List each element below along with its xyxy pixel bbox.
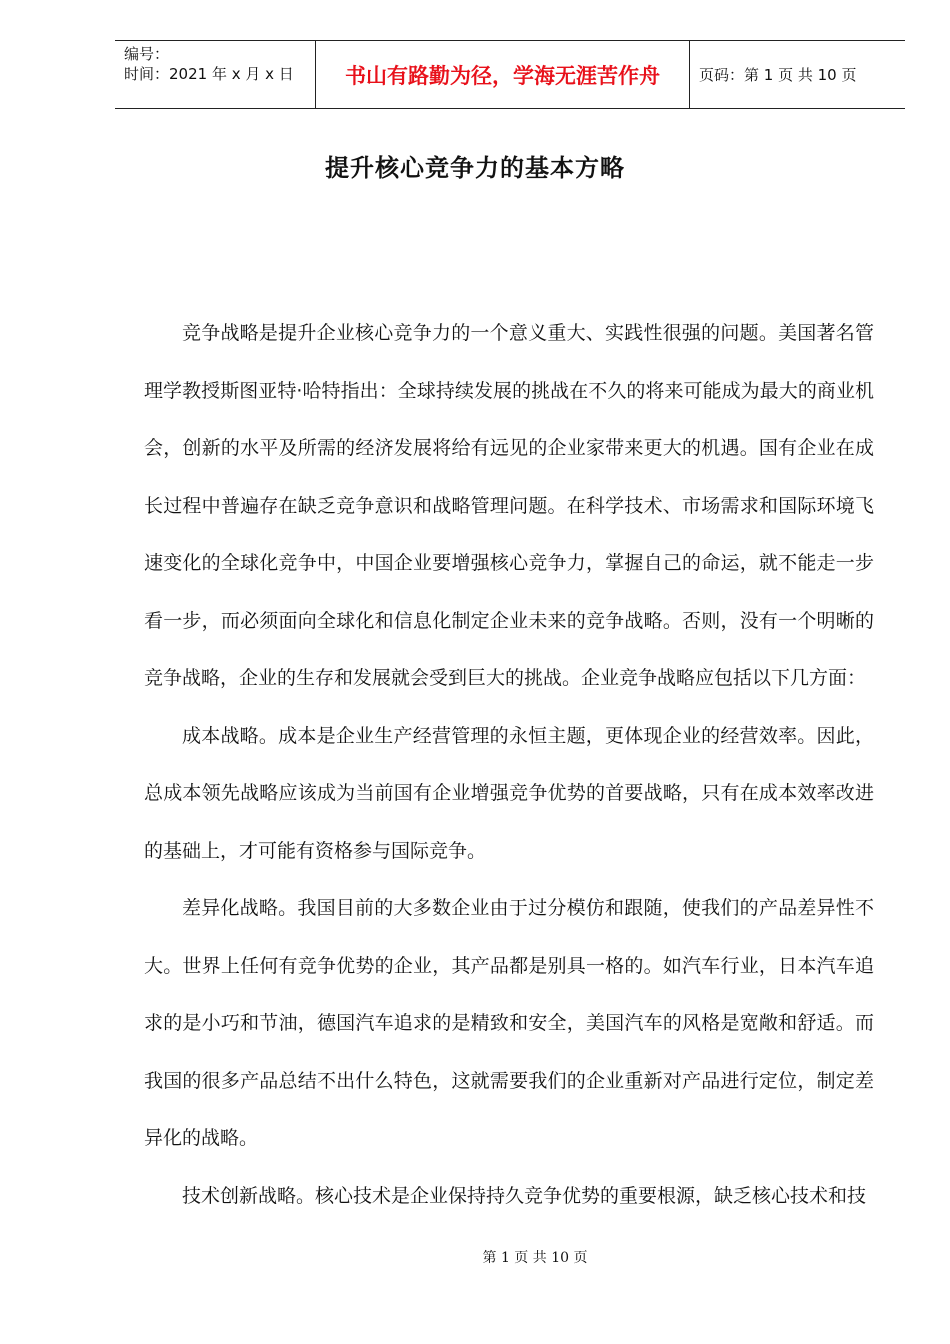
time-label: 时间：2021 年 x 月 x 日 — [124, 65, 294, 83]
header-motto: 书山有路勤为径，学海无涯苦作舟 — [316, 41, 690, 108]
paragraph: 技术创新战略。核心技术是企业保持持久竞争优势的重要根源，缺乏核心技术和技 — [182, 1184, 867, 1207]
paragraph: 竞争战略是提升企业核心竞争力的一个意义重大、实践性很强的问题。美国著名管理学教授斯图亚特·哈特指出：全球持续发展的挑战在不久的将来可能成为最大的商业机会，创新的水平及所需的经济发展将给有远见的企业家带来更大的机遇。国有企业在成长过程中普遍存在缺乏竞争意识和战略管理问题。在科学技术、市场需求和国际环境飞速变化的全球化竞争中，中国企业要增强核心竞争力，掌握自己的命运，就不能走一步看一步，而必须面向全球化和信息化制定企业未来的竞争战略。否则，没有一个明晰的竞争战略，企业的生存和发展就会受到巨大的挑战。企业竞争战略应包括以下几方面： — [144, 322, 874, 689]
document-body — [144, 305, 874, 1225]
header-meta — [115, 41, 316, 108]
paragraph: 成本战略。成本是企业生产经营管理的永恒主题，更体现企业的经营效率。因此，总成本领先战略应该成为当前国有企业增强竞争优势的首要战略，只有在成本效率改进的基础上，才可能有资格参与国际竞争。 — [144, 724, 874, 862]
paragraph: 差异化战略。我国目前的大多数企业由于过分模仿和跟随，使我们的产品差异性不大。世界上任何有竞争优势的企业，其产品都是别具一格的。如汽车行业，日本汽车追求的是小巧和节油，德国汽车追求的是精致和安全，美国汽车的风格是宽敞和舒适。而我国的很多产品总结不出什么特色，这就需要我们的企业重新对产品进行定位，制定差异化的战略。 — [144, 897, 874, 1149]
header-page-info: 页码：第 1 页 共 10 页 — [699, 66, 857, 84]
serial-label: 编号： — [124, 45, 170, 63]
page-header — [115, 40, 905, 109]
document-title: 提升核心竞争力的基本方略 — [325, 154, 625, 182]
page-footer: 第 1 页 共 10 页 — [482, 1250, 588, 1266]
